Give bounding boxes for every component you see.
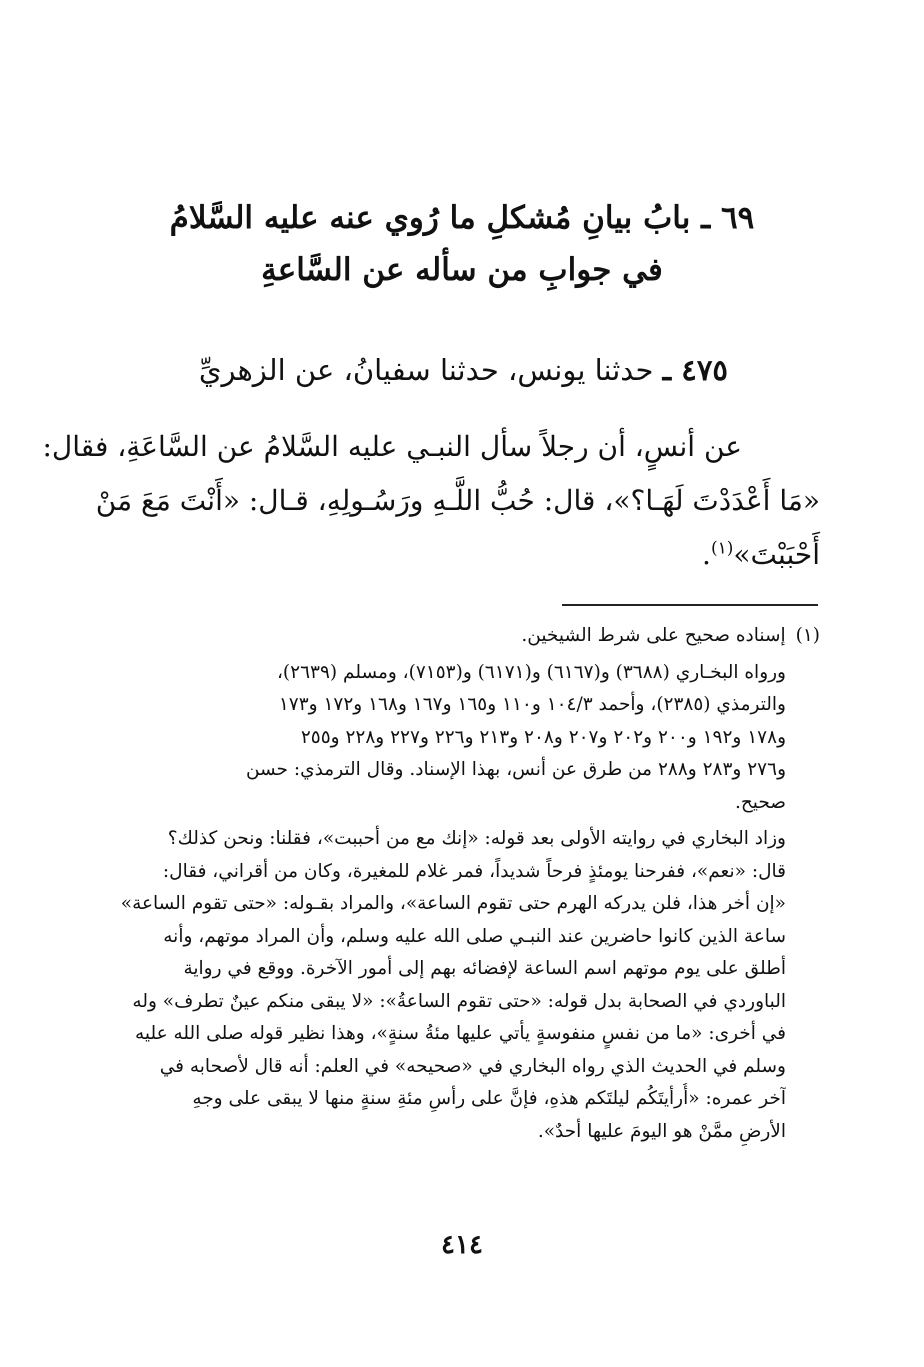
hadith-text xyxy=(42,420,820,582)
footnote-line: وسلم في الحديث الذي رواه البخاري في «صحيحه» في العلم: أنه قال لأصحابه في xyxy=(159,1055,786,1077)
footnote-line: وزاد البخاري في روايته الأولى بعد قوله: «إنك مع من أحببت»، فقلنا: ونحن كذلك؟ xyxy=(167,828,786,849)
footnote-line: صحيح. xyxy=(734,791,786,813)
footnotes xyxy=(96,620,820,1148)
hadith-end-mark: . xyxy=(702,538,711,571)
chapter-title-line-2: في جوابِ من سأله عن السَّاعةِ xyxy=(261,252,663,288)
footnote-first-line xyxy=(96,620,820,653)
hadith-isnad: حدثنا يونس، حدثنا سفيانُ، عن الزهريِّ xyxy=(198,353,654,387)
chapter-title-line-1: ٦٩ ـ بابُ بيانِ مُشكلِ ما رُوي عنه عليه السَّلامُ xyxy=(169,200,755,236)
hadith-header xyxy=(100,350,728,390)
hadith-line-3 xyxy=(100,528,820,582)
page-number: ٤١٤ xyxy=(441,1230,483,1260)
chapter-title xyxy=(100,192,824,296)
footnote-line: أطلق على يوم موتهم اسم الساعة لإفضائه بهم إلى أمور الآخرة. ووقع في رواية xyxy=(183,958,786,979)
footnote-line: والترمذي (٢٣٨٥)، وأحمد ١٠٤/٣ و١١٠ و١٦٥ و١٦٧ و١٦٨ و١٧٢ و١٧٣ xyxy=(278,694,786,715)
footnote-line: ساعة الذين كانوا حاضرين عند النبـي صلى الله عليه وسلم، وأن المراد موتهم، وأنه xyxy=(163,925,786,947)
footnote-line: الأرضِ ممَّنْ هو اليومَ عليها أحدٌ». xyxy=(537,1120,786,1142)
footnote-paragraph-2 xyxy=(96,823,820,1148)
footnote-line: و٢٧٦ و٢٨٣ و٢٨٨ من طرق عن أنس، بهذا الإسناد. وقال الترمذي: حسن xyxy=(245,759,786,780)
footnote-line: «إن أخر هذا، فلن يدركه الهرم حتى تقوم الساعة»، والمراد بقـوله: «حتى تقوم الساعة» xyxy=(120,893,786,914)
hadith-line-1: عن أنسٍ، أن رجلاً سأل النبـي عليه السَّلامُ عن السَّاعَةِ، فقال: xyxy=(42,430,742,463)
hadith-line-2: «مَا أَعْدَدْتَ لَهَـا؟»، قال: حُبُّ اللَّـهِ ورَسُـولِهِ، قـال: «أَنْتَ مَعَ مَنْ xyxy=(95,484,820,517)
hadith-line-3-text: أَحْبَبْتَ» xyxy=(733,538,820,571)
footnote-line: قال: «نعم»، ففرحنا يومئذٍ فرحاً شديداً، فمر غلام للمغيرة، وكان من أقراني، فقال: xyxy=(162,860,786,882)
footnote-reference[interactable]: (١) xyxy=(710,538,734,559)
hadith-number: ٤٧٥ ـ xyxy=(662,353,728,387)
footnote-separator xyxy=(562,604,818,606)
footnote-line: آخر عمره: «أُرأيتَكُم ليلتَكم هذهِ، فإنَّ على رأسِ مئةِ سنةٍ منها لا يبقى على وجهِ xyxy=(192,1088,786,1109)
footnote-paragraph-1 xyxy=(96,657,820,820)
footnote-line: و١٧٨ و١٩٢ و٢٠٠ و٢٠٢ و٢٠٧ و٢٠٨ و٢١٣ و٢٢٦ و٢٢٧ و٢٢٨ و٢٥٥ xyxy=(300,726,786,748)
footnote-first-text: إسناده صحيح على شرط الشيخين. xyxy=(521,625,786,646)
footnote-line: ورواه البخـاري (٣٦٨٨) و(٦١٦٧) و(٦١٧١) و(٧١٥٣)، ومسلم (٢٦٣٩)، xyxy=(276,661,786,683)
footnote-line: الباوردي في الصحابة بدل قوله: «حتى تقوم الساعةُ»: «لا يبقى منكم عينٌ تطرف» وله xyxy=(132,990,786,1012)
footnote-mark: (١) xyxy=(795,625,820,646)
footnote-line: في أخرى: «ما من نفسٍ منفوسةٍ يأتي عليها مئةُ سنةٍ»، وهذا نظير قوله صلى الله عليه xyxy=(134,1023,786,1044)
